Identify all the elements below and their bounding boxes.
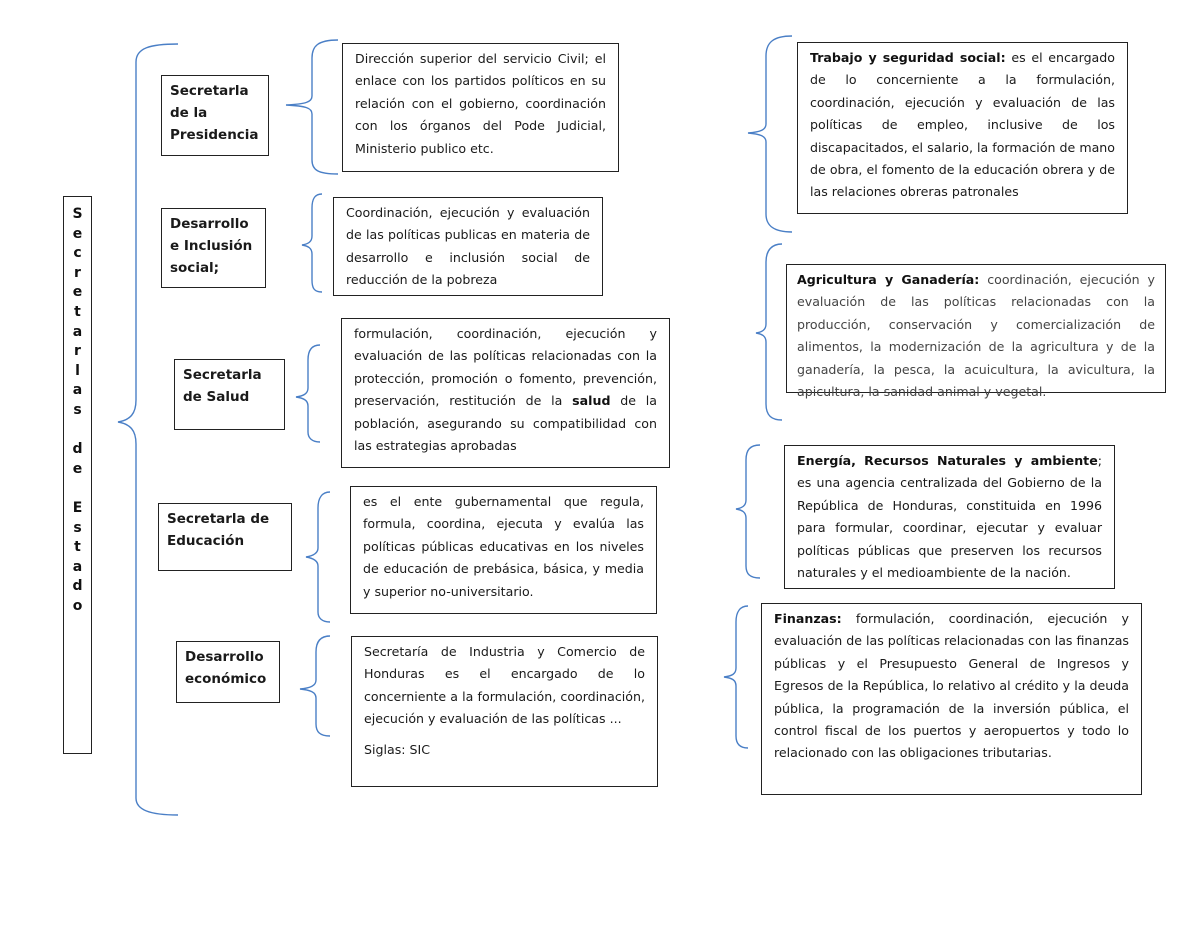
desc-desarrollo-economico xyxy=(351,636,658,787)
root-title-letter: a xyxy=(72,558,83,575)
trabajo-text: es el encargado de lo concerniente a la formulación, coordinación, ejecución y evaluación de las políticas de empleo, inclusive de los discapacitados, el salario, la formación de mano de obra, el fomento de la educación obrera y de las relaciones obreras patronales xyxy=(810,50,1115,200)
bracket-desarrollo-economico xyxy=(300,636,330,736)
root-title-letter: t xyxy=(74,303,81,320)
salud-text-after: de la población, asegurando su compatibilidad con las estrategias aprobadas xyxy=(354,393,657,454)
finanzas-title: Finanzas: xyxy=(774,611,842,626)
label-secretaria-educacion: Secretarla de Educación xyxy=(158,503,292,571)
bracket-educacion xyxy=(306,492,330,622)
root-title-letter xyxy=(75,479,80,499)
bracket-agricultura xyxy=(756,244,782,420)
bracket-finanzas xyxy=(724,606,748,748)
root-title-letter: r xyxy=(74,264,81,281)
root-title-letter: a xyxy=(72,323,83,340)
root-title-letter: r xyxy=(74,343,81,360)
agricultura-title: Agricultura y Ganadería: xyxy=(797,272,980,287)
desc-finanzas xyxy=(761,603,1142,795)
root-title-letter: s xyxy=(73,401,82,418)
label-desarrollo-economico: Desarrollo económico xyxy=(176,641,280,703)
root-title-letter: d xyxy=(72,441,83,458)
bracket-salud xyxy=(296,345,320,442)
root-title-letter: e xyxy=(72,284,83,301)
root-title-letter: c xyxy=(73,245,82,262)
root-title-letter: a xyxy=(72,382,83,399)
desc-desarrollo-inclusion: Coordinación, ejecución y evaluación de las políticas publicas en materia de desarrollo e inclusión social de reducción de la pobreza xyxy=(333,197,603,296)
root-title-letter: d xyxy=(72,578,83,595)
root-title-letter: t xyxy=(74,539,81,556)
desc-energia-recursos-naturales xyxy=(784,445,1115,589)
energia-text: ; es una agencia centralizada del Gobierno de la República de Honduras, constituida en 1996 para formular, coordinar, ejecutar y evaluar políticas públicas que preserven los recursos naturales y el medioambiente de la nación. xyxy=(797,453,1102,581)
main-bracket xyxy=(118,44,178,815)
root-title-letter: l xyxy=(75,362,80,379)
economico-siglas: Siglas: SIC xyxy=(364,741,431,757)
root-title-box xyxy=(63,196,92,754)
root-title-letter: S xyxy=(72,206,83,222)
root-title-letter xyxy=(75,421,80,441)
root-title-letter: o xyxy=(72,597,83,614)
root-title-letter: s xyxy=(73,519,82,536)
bracket-desarrollo-inclusion xyxy=(302,194,322,292)
bracket-trabajo xyxy=(748,36,792,232)
label-desarrollo-inclusion: Desarrollo e Inclusión social; xyxy=(161,208,266,288)
desc-secretaria-educacion: es el ente gubernamental que regula, formula, coordina, ejecuta y evalúa las políticas públicas educativas en los niveles de educación de prebásica, básica, y media y superior no-universitario. xyxy=(350,486,657,614)
bracket-presidencia xyxy=(286,40,338,174)
finanzas-text: formulación, coordinación, ejecución y evaluación de las políticas relacionadas con las finanzas públicas y el Presupuesto General de Ingresos y Egresos de la República, lo relativo al crédito y la deuda pública, la programación de la inversión pública, el control fiscal de los puertos y aeropuertos y todo lo relacionado con las obligaciones tributarias. xyxy=(774,611,1129,761)
salud-text-bold: salud xyxy=(572,393,611,409)
economico-text: Secretaría de Industria y Comercio de Honduras es el encargado de lo concerniente a la formulación, coordinación, ejecución y evaluación de las políticas ... xyxy=(364,644,645,727)
energia-title: Energía, Recursos Naturales y ambiente xyxy=(797,453,1098,468)
bracket-energia xyxy=(736,445,760,578)
root-title-letter: e xyxy=(72,225,83,242)
desc-trabajo-seguridad-social xyxy=(797,42,1128,214)
label-secretaria-presidencia: Secretarla de la Presidencia xyxy=(161,75,269,156)
trabajo-title: Trabajo y seguridad social: xyxy=(810,50,1006,65)
label-secretaria-salud: Secretarla de Salud xyxy=(174,359,285,430)
root-title-letter: E xyxy=(72,499,83,516)
desc-agricultura-ganaderia xyxy=(786,264,1166,400)
agricultura-text: coordinación, ejecución y evaluación de las políticas relacionadas con la producción, conservación y comercialización de alimentos, la modernización de la agricultura y de la ganadería, la pesca, la acuicultura, la avicultura, la apicultura, la sanidad animal y vegetal. xyxy=(797,272,1155,400)
desc-secretaria-salud xyxy=(341,318,670,468)
salud-text-before: formulación, coordinación, ejecución y evaluación de las políticas relacionadas con la protección, promoción o fomento, prevención, preservación, restitución de la xyxy=(354,326,657,409)
root-title-letter: e xyxy=(72,460,83,477)
desc-secretaria-presidencia: Dirección superior del servicio Civil; el enlace con los partidos políticos en su relación con el gobierno, coordinación con los órganos del Pode Judicial, Ministerio publico etc. xyxy=(342,43,619,172)
